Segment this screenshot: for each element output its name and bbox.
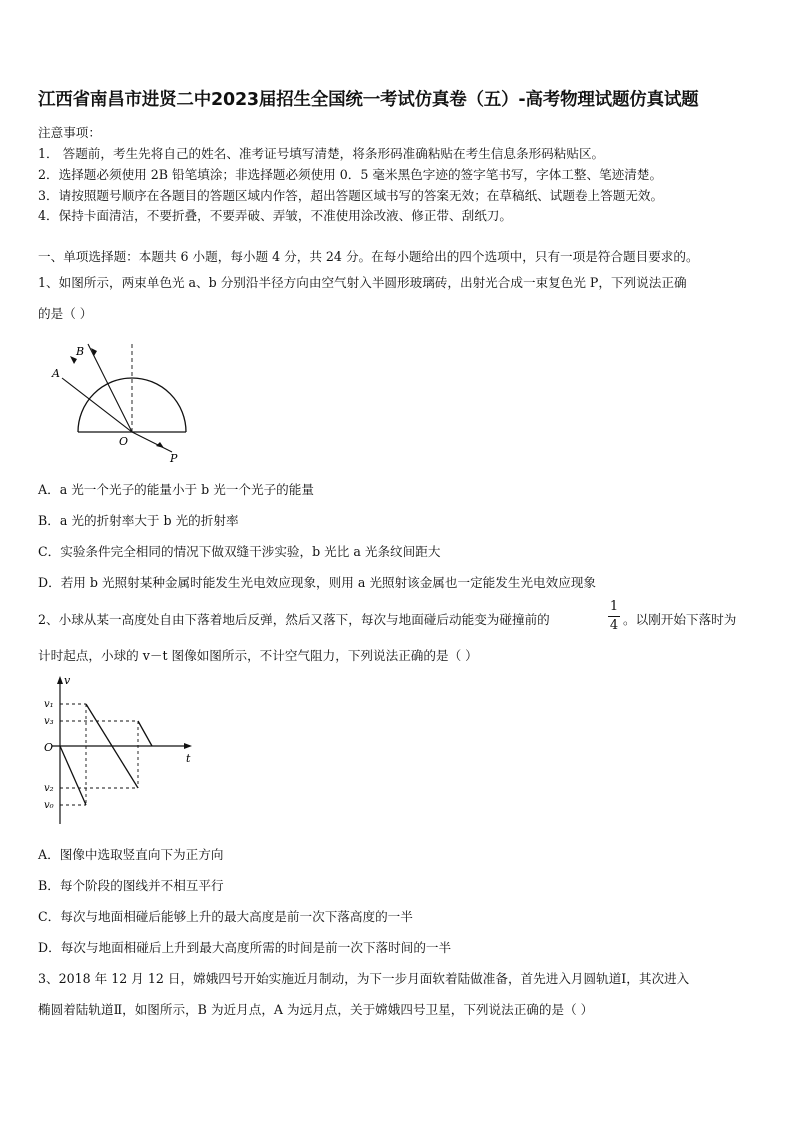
q1-option-d: D．若用 b 光照射某种金属时能发生光电效应现象，则用 a 光照射该金属也一定能发生光电效应现象 [38,575,597,590]
q1-label-b: B [76,345,85,358]
q2-option-a: A．图像中选取竖直向下为正方向 [38,847,224,862]
q3-stem-line1: 3、2018 年 12 月 12 日，嫦娥四号开始实施近月制动，为下一步月面软着陆做准备，首先进入月圆轨道Ⅰ，其次进入 [38,971,690,986]
q2-fraction-bar [608,616,620,617]
q1-figure-arrow-p [156,442,164,448]
q1-option-c: C．实验条件完全相同的情况下做双缝干涉实验，b 光比 a 光条纹间距大 [38,544,441,559]
q2-fraction-numerator: 1 [609,599,619,614]
q2-fraction-denominator: 4 [609,618,619,633]
q2-label-v2: v₂ [44,783,54,794]
q2-label-v3: v₃ [44,716,54,727]
q2-label-v0: v₀ [44,800,54,811]
q2-option-c: C．每次与地面相碰后能够上升的最大高度是前一次下落高度的一半 [38,909,413,924]
q2-stem-line1-post: 。以刚开始下落时为 [623,612,737,627]
q2-label-o: O [44,741,54,754]
q2-line-segment-3 [138,721,152,746]
q2-stem-line1-pre: 2、小球从某一高度处自由下落着地后反弹，然后又落下，每次与地面碰后动能变为碰撞前的 [38,612,550,627]
note-item-3: 3．请按照题号顺序在各题目的答题区域内作答，超出答题区域书写的答案无效；在草稿纸、试题卷上答题无效。 [38,188,664,203]
q3-stem-line2: 椭圆着陆轨道Ⅱ，如图所示，B 为近月点，A 为远月点，关于嫦娥四号卫星，下列说法正确的是（ ） [38,1002,594,1017]
q2-option-d: D．每次与地面相碰后上升到最大高度所需的时间是前一次下落时间的一半 [38,940,452,955]
q2-label-v1: v₁ [44,699,54,710]
q1-figure-ray-p [132,432,172,452]
note-item-4: 4．保持卡面清洁，不要折叠，不要弄破、弄皱，不准使用涂改液、修正带、刮纸刀。 [38,208,512,223]
q2-vt-graph [38,674,198,830]
q1-option-b: B．a 光的折射率大于 b 光的折射率 [38,513,239,528]
q2-v-axis-arrow [57,676,63,684]
q1-figure-ray-b [88,344,132,432]
q1-stem-line2: 的是（ ） [38,306,93,321]
q2-label-v: v [64,674,71,687]
q2-label-t: t [186,752,191,765]
q2-stem-line2: 计时起点，小球的 v－t 图像如图所示，不计空气阻力，下列说法正确的是（ ） [38,648,478,663]
note-item-2: 2．选择题必须使用 2B 铅笔填涂；非选择题必须使用 0．5 毫米黑色字迹的签字笔书写，字体工整、笔迹清楚。 [38,167,663,182]
q1-label-a: A [52,367,60,380]
q1-figure [48,338,198,464]
q1-option-a: A．a 光一个光子的能量小于 b 光一个光子的能量 [38,482,314,497]
q1-label-p: P [170,452,178,464]
q1-figure-ray-a [62,378,132,432]
q2-t-axis-arrow [184,743,192,749]
page-title: 江西省南昌市进贤二中2023届招生全国统一考试仿真卷（五）-高考物理试题仿真试题 [38,90,699,110]
q2-option-b: B．每个阶段的图线并不相互平行 [38,878,224,893]
q1-stem-line1: 1、如图所示，两束单色光 a、b 分别沿半径方向由空气射入半圆形玻璃砖，出射光合成一束复色光 P，下列说法正确 [38,275,687,290]
section-heading: 一、单项选择题：本题共 6 小题，每小题 4 分，共 24 分。在每小题给出的四个选项中，只有一项是符合题目要求的。 [38,249,699,264]
q1-label-o: O [119,435,129,448]
notes-heading: 注意事项： [38,125,101,140]
note-item-1: 1． 答题前，考生先将自己的姓名、准考证号填写清楚，将条形码准确粘贴在考生信息条形码粘贴区。 [38,146,605,161]
q2-line-segment-1 [60,746,86,805]
